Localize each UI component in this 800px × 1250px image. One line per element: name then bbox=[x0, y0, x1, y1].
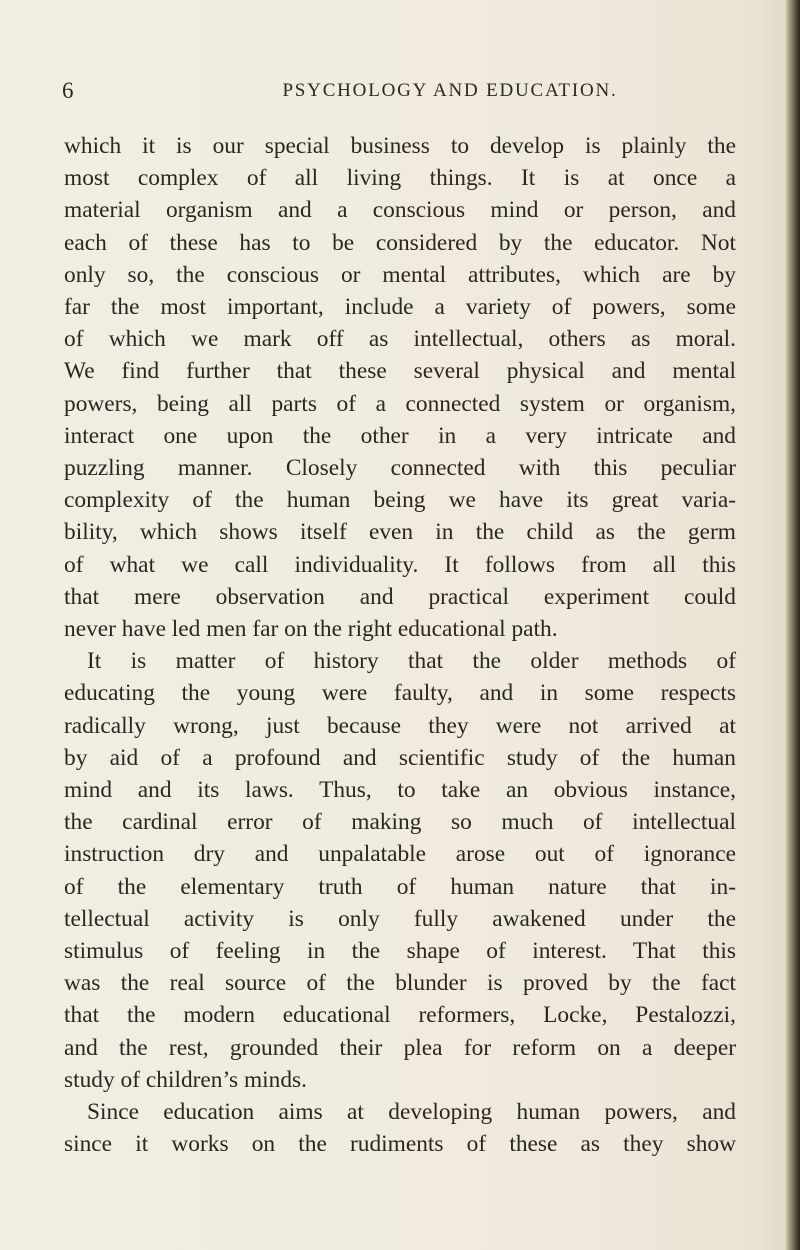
body-text bbox=[64, 130, 736, 1161]
text-line: and the rest, grounded their plea for reform on a deeper bbox=[64, 1034, 736, 1061]
text-line: mind and its laws. Thus, to take an obvious instance, bbox=[64, 777, 736, 804]
text-line: never have led men far on the right educational path. bbox=[64, 616, 558, 643]
text-line: radically wrong, just because they were not arrived at bbox=[64, 712, 736, 739]
running-title: PSYCHOLOGY AND EDUCATION. bbox=[282, 80, 618, 101]
text-line: was the real source of the blunder is proved by the fact bbox=[64, 970, 736, 997]
text-line: stimulus of feeling in the shape of interest. That this bbox=[64, 938, 736, 965]
text-line: of what we call individuality. It follows from all this bbox=[64, 551, 736, 578]
text-line: Since education aims at developing human powers, and bbox=[87, 1099, 736, 1126]
text-line: powers, being all parts of a connected system or organism, bbox=[64, 390, 736, 417]
text-line: instruction dry and unpalatable arose out of ignorance bbox=[64, 841, 736, 868]
page-number: 6 bbox=[62, 78, 75, 103]
text-line: We find further that these several physical and mental bbox=[64, 358, 736, 385]
text-line: which it is our special business to develop is plainly the bbox=[64, 133, 736, 159]
paragraph bbox=[64, 645, 736, 1096]
text-line: since it works on the rudiments of these as they show bbox=[64, 1131, 736, 1158]
text-line: of the elementary truth of human nature that in- bbox=[64, 873, 736, 900]
text-line: most complex of all living things. It is at once a bbox=[64, 165, 736, 192]
running-header bbox=[62, 78, 738, 112]
text-line: each of these has to be considered by the educator. Not bbox=[64, 229, 736, 256]
text-line: material organism and a conscious mind or person, and bbox=[64, 197, 736, 224]
paragraph bbox=[64, 130, 736, 645]
text-line: by aid of a profound and scientific study of the human bbox=[64, 744, 736, 771]
page-edge-shadow bbox=[786, 0, 800, 1250]
text-line: far the most important, include a variety of powers, some bbox=[64, 294, 736, 321]
text-line: tellectual activity is only fully awakened under the bbox=[64, 905, 736, 932]
text-line: the cardinal error of making so much of intellectual bbox=[64, 809, 736, 836]
text-line: educating the young were faulty, and in some respects bbox=[64, 680, 736, 707]
paragraph bbox=[64, 1096, 736, 1160]
text-line: interact one upon the other in a very intricate and bbox=[64, 422, 736, 449]
text-line: bility, which shows itself even in the child as the germ bbox=[64, 519, 736, 546]
text-line: complexity of the human being we have its great varia- bbox=[64, 487, 736, 514]
text-line: study of children’s minds. bbox=[64, 1066, 307, 1093]
text-line: that mere observation and practical experiment could bbox=[64, 583, 736, 610]
text-line: that the modern educational reformers, Locke, Pestalozzi, bbox=[64, 1002, 736, 1029]
text-line: It is matter of history that the older methods of bbox=[87, 648, 736, 675]
text-line: only so, the conscious or mental attributes, which are by bbox=[64, 261, 736, 288]
text-line: puzzling manner. Closely connected with this peculiar bbox=[64, 455, 736, 482]
text-line: of which we mark off as intellectual, others as moral. bbox=[64, 326, 736, 353]
